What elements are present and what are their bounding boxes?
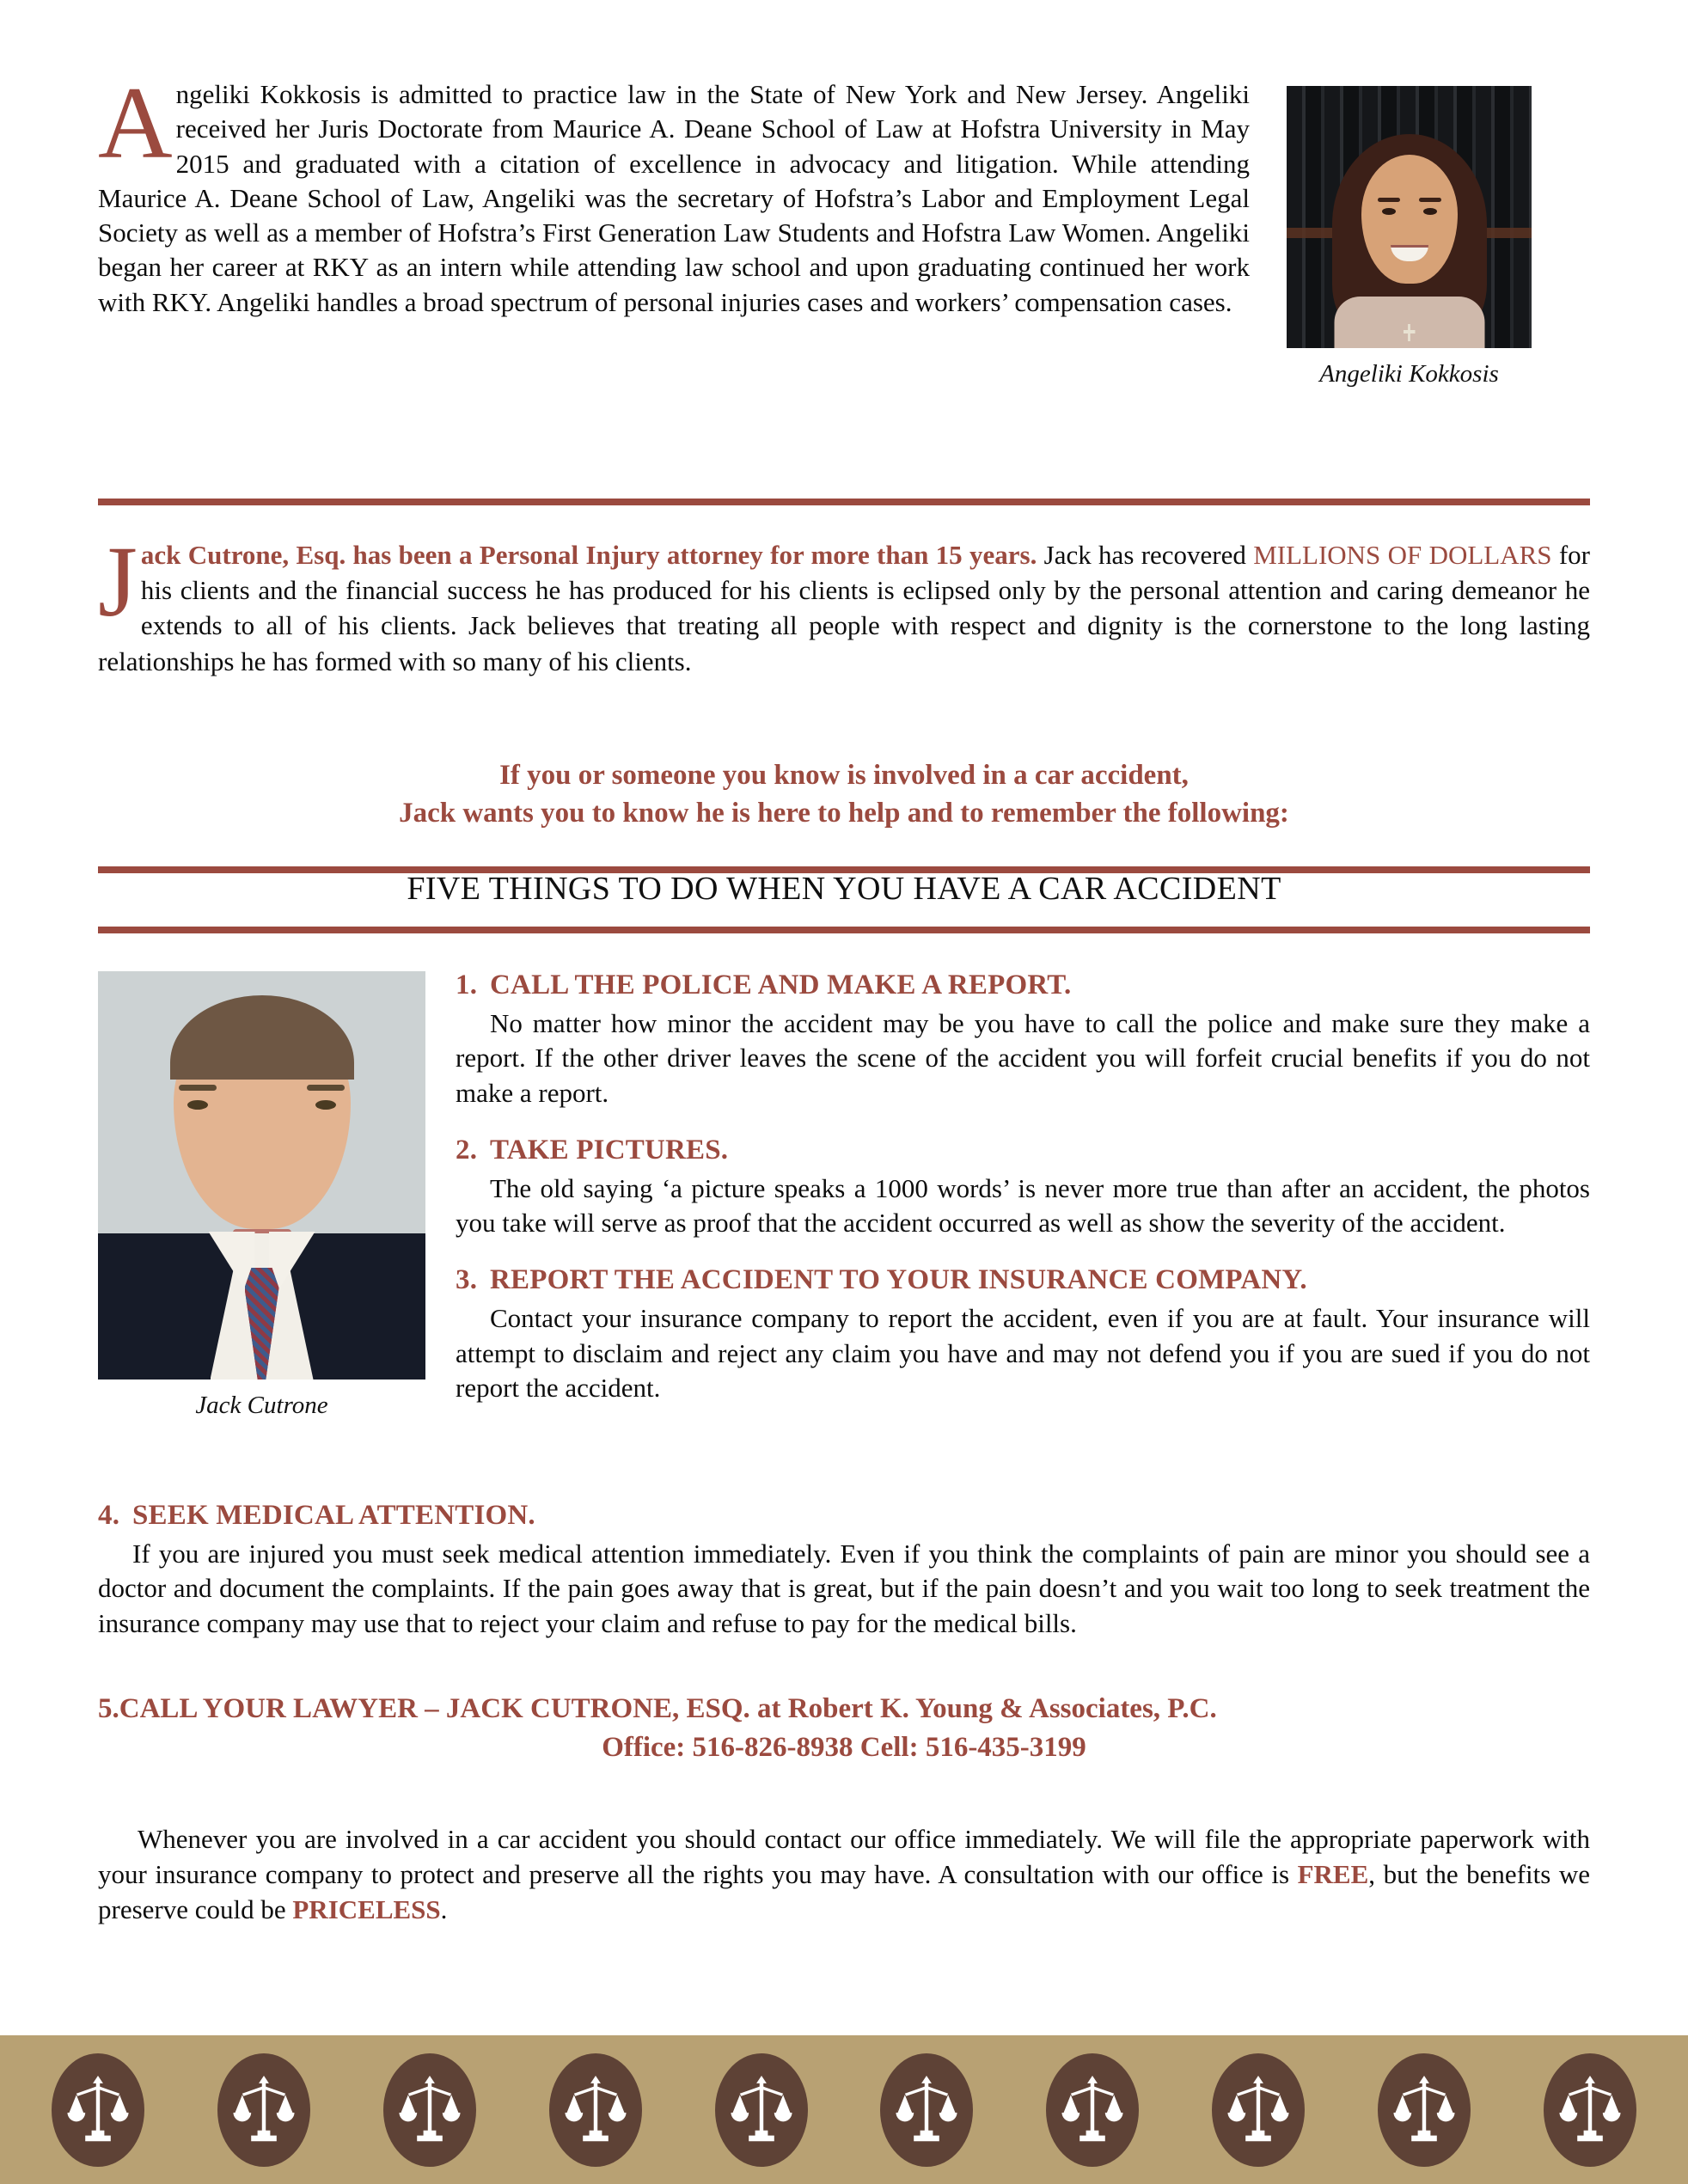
list-item-3-title: REPORT THE ACCIDENT TO YOUR INSURANCE COMPANY. [490, 1264, 1307, 1296]
brow-right [1419, 198, 1441, 202]
jack-intro-after-lead: Jack has recovered [1037, 540, 1254, 570]
list-item-4-heading [98, 1500, 1590, 1532]
closing-part-3: . [440, 1894, 448, 1925]
jack-intro-section [98, 525, 1590, 679]
angeliki-photo [1287, 86, 1532, 348]
angeliki-bio-section [98, 65, 1250, 320]
scales-of-justice-icon [1046, 2053, 1139, 2167]
scales-of-justice-icon [383, 2053, 476, 2167]
jack-intro-rest: for his clients and the financial success he has produced for his clients is eclipsed only by the personal attention and caring demeanor he extends to all of his clients. Jack believes that treating all people with respect and dignity is the cornerstone to the long lasting relationships he has formed with so many of his clients. [98, 540, 1590, 676]
eye-right [1423, 208, 1437, 215]
scales-of-justice-icon [52, 2053, 144, 2167]
jack-photo-block [98, 971, 425, 1420]
divider-rule-3 [98, 927, 1590, 933]
list-item-3-heading [456, 1264, 1590, 1296]
free-emphasis: FREE [1297, 1859, 1369, 1890]
scales-of-justice-icon [1378, 2053, 1471, 2167]
angeliki-photo-block [1287, 86, 1532, 388]
dropcap-j: J [98, 525, 138, 638]
jack-callout [98, 756, 1590, 832]
jack-hair-shape [170, 995, 354, 1080]
callout-line-1: If you or someone you know is involved in a car accident, [499, 760, 1189, 791]
contact-phone-numbers[interactable]: Office: 516-826-8938 Cell: 516-435-3199 [602, 1732, 1086, 1763]
list-item-2-body: The old saying ‘a picture speaks a 1000 words’ is never more true than after an accident, the photos you take will serve as proof that the accident occurred as well as show the severity of the accident. [456, 1172, 1590, 1239]
scales-of-justice-icon [1212, 2053, 1305, 2167]
millions-of-dollars-text: MILLIONS OF DOLLARS [1253, 540, 1552, 570]
list-item-2-number: 2. [456, 1134, 478, 1165]
list-item-5-heading [98, 1693, 1590, 1725]
list-item-4-number: 4. [98, 1500, 120, 1531]
angeliki-bio-paragraph [98, 65, 1250, 320]
dropcap-a: A [98, 65, 173, 180]
closing-paragraph [98, 1821, 1590, 1928]
jack-eye-right [315, 1100, 336, 1110]
list-item-4 [98, 1500, 1590, 1665]
portrait-figure [1328, 129, 1491, 348]
eye-left [1382, 208, 1396, 215]
list-item-2-heading [456, 1135, 1590, 1166]
list-item-3-number: 3. [456, 1264, 478, 1296]
list-item-1-body: No matter how minor the accident may be you have to call the police and make sure they make a report. If the other driver leaves the scene of the accident you will forfeit crucial benefits if you do not make a report. [456, 1008, 1590, 1108]
angeliki-photo-caption: Angeliki Kokkosis [1319, 360, 1499, 388]
jack-brow-right [307, 1085, 345, 1091]
face-shape [1361, 155, 1458, 284]
scales-of-justice-icon [880, 2053, 973, 2167]
jack-brow-left [179, 1085, 217, 1091]
list-item-5 [98, 1693, 1590, 1764]
jack-photo-caption: Jack Cutrone [195, 1392, 328, 1419]
mouth-shape [1391, 245, 1428, 261]
closing-part-2: , but the benefits we preserve could be [98, 1859, 1591, 1925]
list-item-4-title: SEEK MEDICAL ATTENTION. [132, 1500, 535, 1531]
divider-rule-1 [98, 499, 1590, 505]
list-item-3-body: Contact your insurance company to report the accident, even if you are at fault. Your insurance will attempt to disclaim and reject any claim you have and may not defend you if you are sued if you do not report the accident. [456, 1303, 1590, 1404]
list-items-1-3 [456, 970, 1590, 1429]
scales-of-justice-icon [217, 2053, 310, 2167]
brow-left [1378, 198, 1400, 202]
list-item-1-title: CALL THE POLICE AND MAKE A REPORT. [490, 970, 1072, 1000]
closing-part-1: Whenever you are involved in a car accident you should contact our office immediately. We will file the appropriate paperwork with your insurance company to protect and preserve all the rights you may have. A consultation with our office is [98, 1824, 1590, 1890]
jack-suit-shape [98, 1233, 425, 1380]
scales-of-justice-icon [549, 2053, 642, 2167]
footer-band [0, 2035, 1688, 2184]
list-item-4-body: If you are injured you must seek medical attention immediately. Even if you think the complaints of pain are minor you should see a doctor and document the complaints. If the pain goes away that is great, but if the pain doesn’t and you wait too long to seek treatment the insurance company may use that to reject your claim and refuse to pay for the medical bills. [98, 1539, 1590, 1638]
scales-of-justice-icon [715, 2053, 808, 2167]
jack-intro-lead: ack Cutrone, Esq. has been a Personal Injury attorney for more than 15 years. [140, 540, 1037, 570]
angeliki-bio-text: ngeliki Kokkosis is admitted to practice law in the State of New York and New Jersey. Angeliki received her Juris Doctorate from Maurice A. Deane School of Law at Hofstra University in May 2015 and graduated with a citation of excellence in advocacy and litigation. While attending Maurice A. Deane School of Law, Angeliki was the secretary of Hofstra’s Labor and Employment Legal Society as well as a member of Hofstra’s First Generation Law Students and Hofstra Law Women. Angeliki began her career at RKY as an intern while attending law school and upon graduating continued her work with RKY. Angeliki handles a broad spectrum of personal injuries cases and workers’ compensation cases. [98, 79, 1250, 317]
jack-eye-left [187, 1100, 208, 1110]
jack-photo [98, 971, 425, 1380]
list-item-5-number: 5. [98, 1693, 119, 1724]
five-things-heading: FIVE THINGS TO DO WHEN YOU HAVE A CAR ACCIDENT [407, 871, 1281, 907]
list-item-5-title: CALL YOUR LAWYER – JACK CUTRONE, ESQ. at Robert K. Young & Associates, P.C. [119, 1693, 1217, 1724]
list-item-1-heading [456, 970, 1590, 1001]
list-item-2-title: TAKE PICTURES. [490, 1134, 729, 1165]
jack-intro-paragraph [98, 525, 1590, 679]
list-item-1-number: 1. [456, 970, 478, 1000]
callout-line-2: Jack wants you to know he is here to help and to remember the following: [399, 798, 1289, 829]
scales-of-justice-icon [1544, 2053, 1636, 2167]
priceless-emphasis: PRICELESS [292, 1894, 441, 1925]
